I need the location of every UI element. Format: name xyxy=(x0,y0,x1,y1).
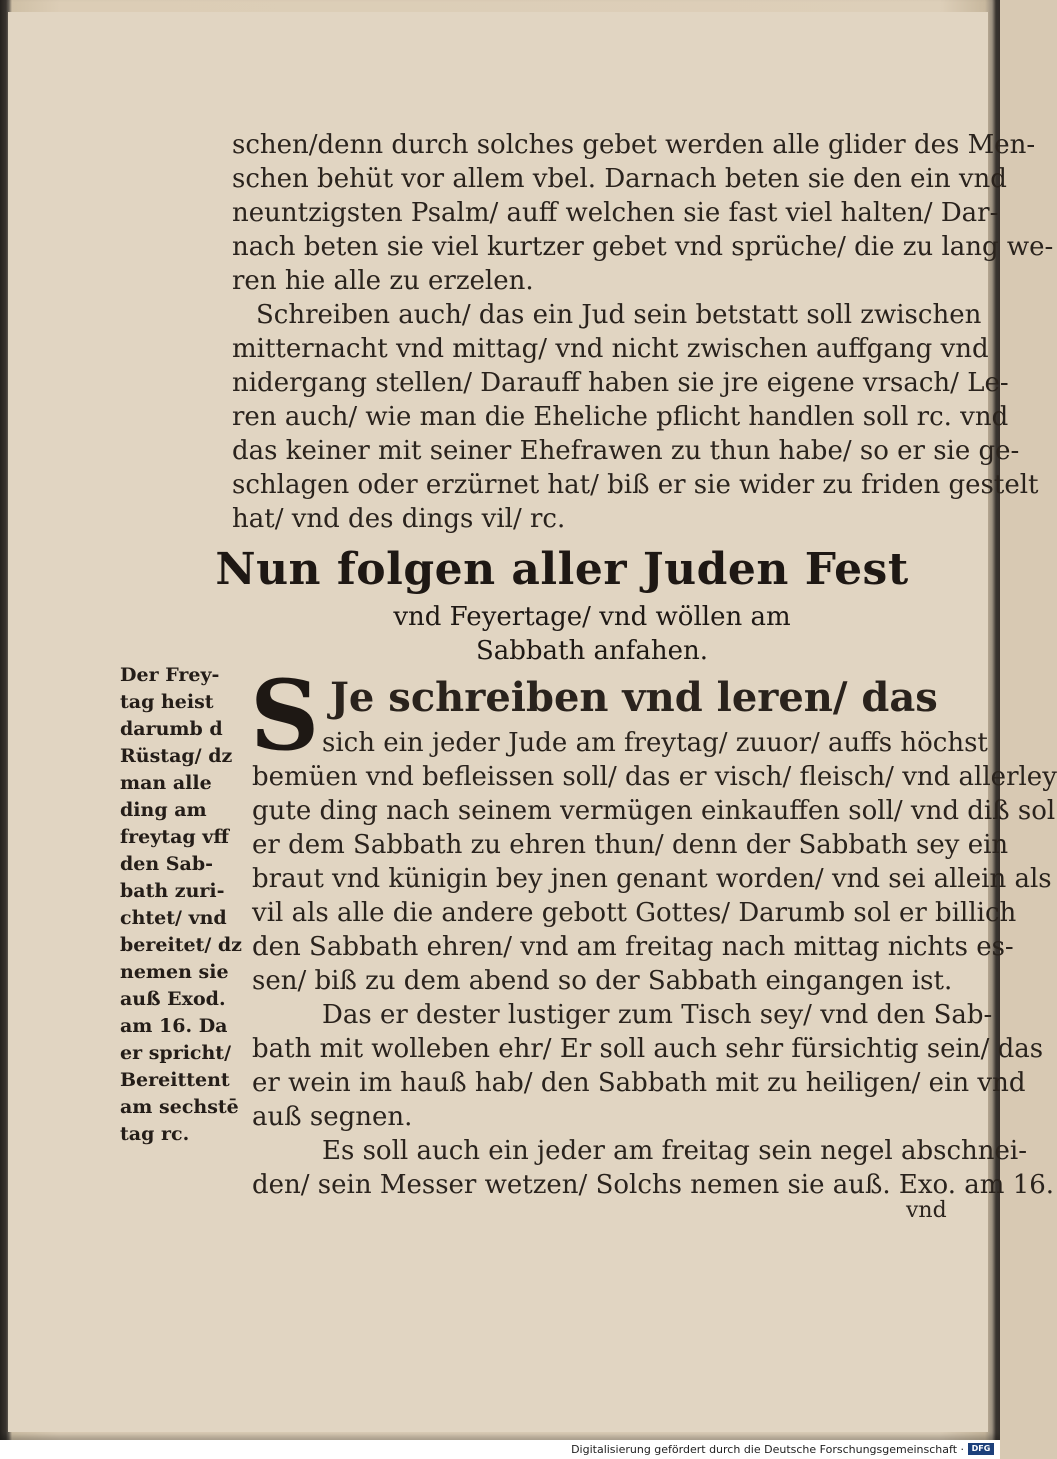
body-line: schen/denn durch solches gebet werden alle glider des Men- xyxy=(232,130,1036,160)
body-line: ren auch/ wie man die Eheliche pflicht handlen soll rc. vnd xyxy=(232,402,1009,432)
body-line: Schreiben auch/ das ein Jud sein betstatt soll zwischen xyxy=(256,300,982,330)
heading-title: Nun folgen aller Juden Fest xyxy=(215,544,909,595)
body-line: neuntzigsten Psalm/ auff welchen sie fast viel halten/ Dar- xyxy=(232,198,999,228)
main-line: bemüen vnd befleissen soll/ das er visch/ fleisch/ vnd allerley xyxy=(252,762,1057,792)
heading-subtitle-line: vnd Feyertage/ vnd wöllen am xyxy=(393,602,791,632)
section-heading xyxy=(215,540,952,668)
marginal-line: man alle xyxy=(120,772,212,794)
marginal-line: ding am xyxy=(120,799,207,821)
marginal-line: chtet/ vnd xyxy=(120,907,227,929)
marginal-line: nemen sie xyxy=(120,961,229,983)
body-line: schen behüt vor allem vbel. Darnach beten sie den ein vnd xyxy=(232,164,1007,194)
main-line: Je schreiben vnd leren/ das xyxy=(330,674,938,721)
main-line: den/ sein Messer wetzen/ Solchs nemen sie auß. Exo. am 16. xyxy=(252,1170,1055,1200)
main-line: braut vnd künigin bey jnen genant worden/ vnd sei allein als xyxy=(252,864,1052,894)
marginal-line: am 16. Da xyxy=(120,1015,228,1037)
footer-credit: Digitalisierung gefördert durch die Deutsche Forschungsgemeinschaft · xyxy=(571,1443,964,1456)
body-line: mitternacht vnd mittag/ vnd nicht zwischen auffgang vnd xyxy=(232,334,989,364)
main-line: den Sabbath ehren/ vnd am freitag nach mittag nichts es- xyxy=(252,932,1014,962)
marginal-line: er spricht/ xyxy=(120,1042,232,1064)
marginal-line: Bereittent xyxy=(120,1069,230,1091)
catchword: vnd xyxy=(906,1198,947,1223)
marginal-line: tag rc. xyxy=(120,1123,190,1145)
main-line: sen/ biß zu dem abend so der Sabbath eingangen ist. xyxy=(252,966,953,996)
body-line: das keiner mit seiner Ehefrawen zu thun habe/ so er sie ge- xyxy=(232,436,1020,466)
main-line: Das er dester lustiger zum Tisch sey/ vnd den Sab- xyxy=(322,1000,993,1030)
marginal-line: Rüstag/ dz xyxy=(120,745,233,767)
body-line: nach beten sie viel kurtzer gebet vnd sprüche/ die zu lang we- xyxy=(232,232,1054,262)
main-line: auß segnen. xyxy=(252,1102,413,1132)
body-line: schlagen oder erzürnet hat/ biß er sie wider zu friden gestelt xyxy=(232,470,1039,500)
marginal-line: freytag vff xyxy=(120,826,229,848)
body-line: ren hie alle zu erzelen. xyxy=(232,266,534,296)
marginal-line: auß Exod. xyxy=(120,988,226,1010)
marginal-line: bereitet/ dz xyxy=(120,934,242,956)
main-line: bath mit wolleben ehr/ Er soll auch sehr fürsichtig sein/ das xyxy=(252,1034,1044,1064)
heading-subtitle-line: Sabbath anfahen. xyxy=(475,636,709,666)
marginal-line: darumb d xyxy=(120,718,223,740)
main-line: gute ding nach seinem vermügen einkauffen soll/ vnd diß sol xyxy=(252,796,1056,826)
main-line: Es soll auch ein jeder am freitag sein negel abschnei- xyxy=(322,1136,1028,1166)
marginal-note xyxy=(120,662,250,1148)
main-line: vil als alle die andere gebott Gottes/ Darumb sol er billich xyxy=(252,898,1017,928)
main-line: sich ein jeder Jude am freytag/ zuuor/ auffs höchst xyxy=(322,728,988,758)
marginal-line: am sechstē xyxy=(120,1096,239,1118)
marginal-line: bath zuri- xyxy=(120,880,225,902)
body-line: nidergang stellen/ Darauff haben sie jre eigene vrsach/ Le- xyxy=(232,368,1009,398)
main-line: er dem Sabbath zu ehren thun/ denn der Sabbath sey ein xyxy=(252,830,1009,860)
marginal-line: Der Frey- xyxy=(120,664,220,686)
marginal-line: den Sab- xyxy=(120,853,214,875)
main-line: er wein im hauß hab/ den Sabbath mit zu heiligen/ ein vnd xyxy=(252,1068,1026,1098)
marginal-line: tag heist xyxy=(120,691,214,713)
main-text xyxy=(250,659,1057,1202)
body-text xyxy=(232,128,1054,536)
body-line: hat/ vnd des dings vil/ rc. xyxy=(232,504,566,534)
dfg-logo-icon: DFG xyxy=(968,1443,994,1455)
digitization-footer xyxy=(0,1440,1000,1459)
drop-cap-initial: S xyxy=(250,659,320,772)
